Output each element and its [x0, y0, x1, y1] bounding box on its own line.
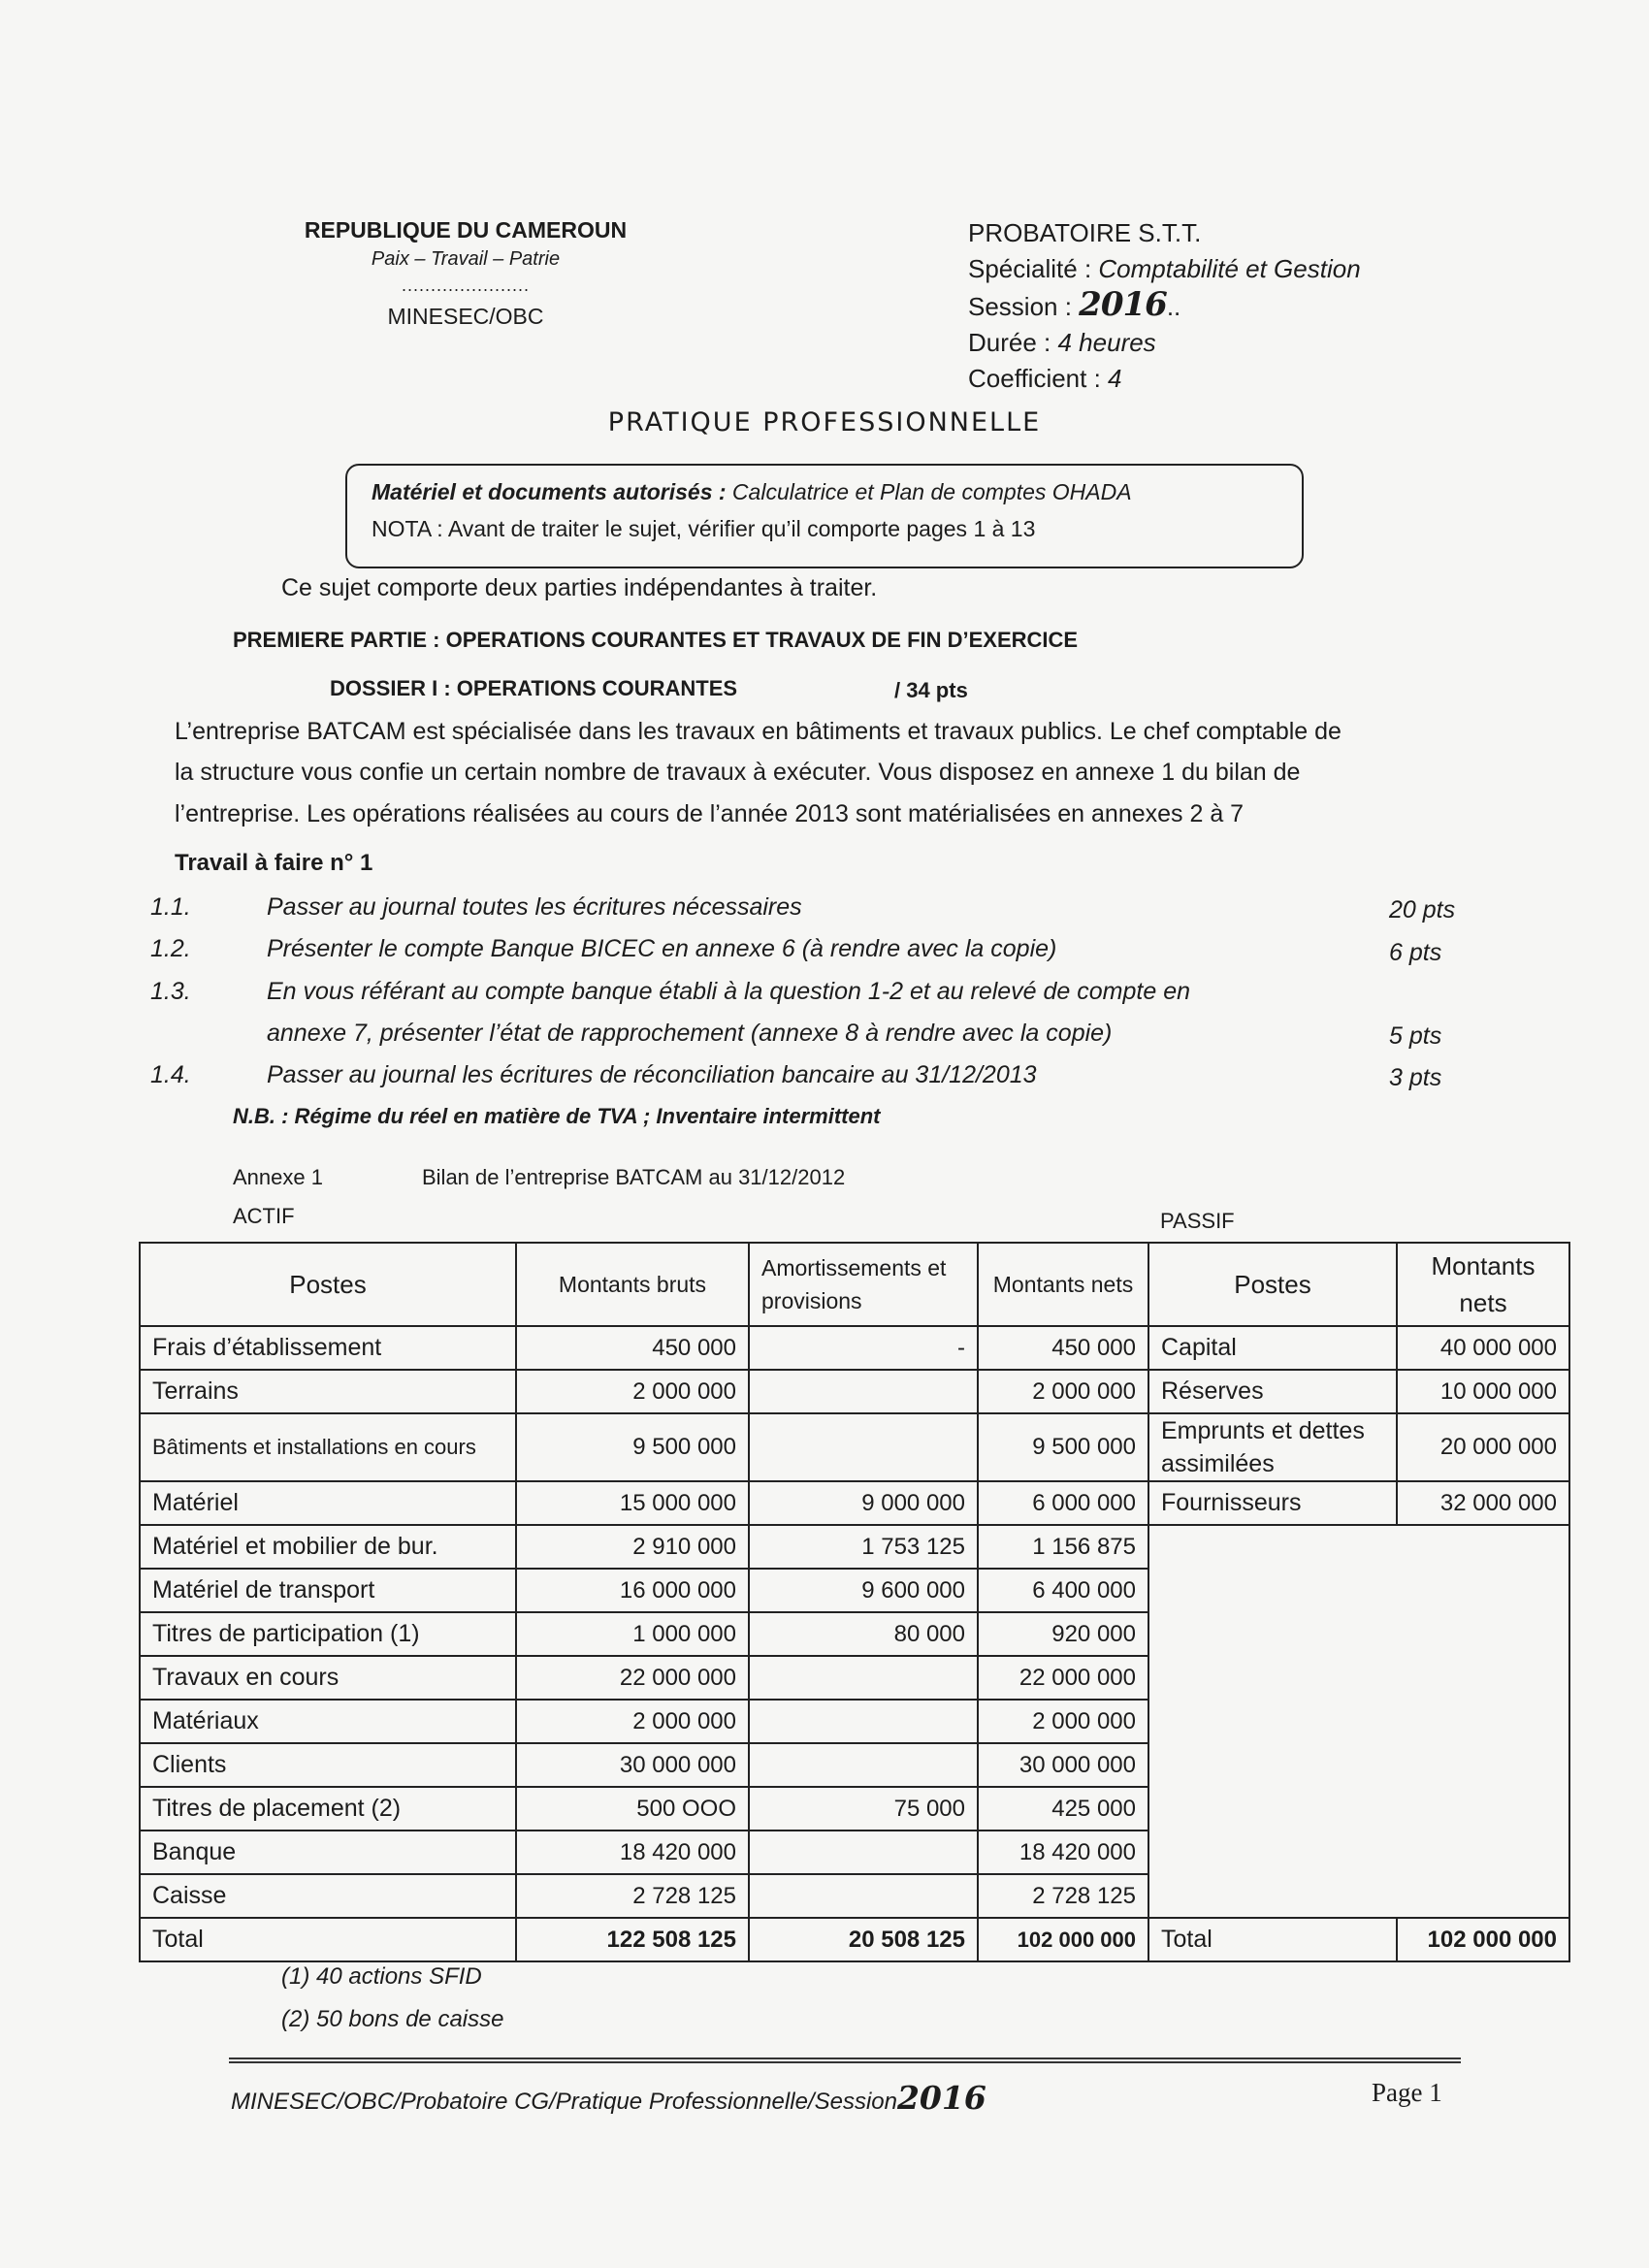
montant-brut: 15 000 000	[516, 1481, 749, 1525]
amortissement	[749, 1700, 978, 1743]
montant-brut: 1 000 000	[516, 1612, 749, 1656]
amortissement: 9 600 000	[749, 1569, 978, 1612]
authorized-materials-text: Calculatrice et Plan de comptes OHADA	[726, 479, 1132, 504]
task-text: En vous référant au compte banque établi à la question 1-2 et au relevé de compte en	[267, 978, 1191, 1005]
task-number: 1.2.	[150, 935, 191, 962]
montant-brut: 2 000 000	[516, 1370, 749, 1413]
annexe-label: Annexe 1	[233, 1165, 323, 1189]
passif-montant: 10 000 000	[1397, 1370, 1569, 1413]
notice-box	[345, 464, 1304, 568]
task-number: 1.4.	[150, 1061, 191, 1088]
header-amortissements: Amortissements et provisions	[749, 1243, 978, 1326]
montant-brut: 2 728 125	[516, 1874, 749, 1918]
country-name: REPUBLIQUE DU CAMEROUN	[304, 217, 628, 243]
passif-empty-area	[1148, 1525, 1569, 1918]
footnote-1: (1) 40 actions SFID	[281, 1963, 482, 1990]
passif-montant: 20 000 000	[1397, 1413, 1569, 1481]
task-points: 5 pts	[1389, 1022, 1442, 1050]
header-passif-postes: Postes	[1148, 1243, 1397, 1326]
amortissement: -	[749, 1326, 978, 1370]
montant-brut: 22 000 000	[516, 1656, 749, 1700]
header-montants-nets: Montants nets	[978, 1243, 1148, 1326]
montant-brut: 2 910 000	[516, 1525, 749, 1569]
amortissement: 1 753 125	[749, 1525, 978, 1569]
montant-net: 9 500 000	[978, 1413, 1148, 1481]
exam-name: PROBATOIRE S.T.T.	[968, 218, 1202, 247]
montant-brut: 30 000 000	[516, 1743, 749, 1787]
amortissement	[749, 1370, 978, 1413]
session-label: Session :	[968, 292, 1080, 321]
montant-net: 6 000 000	[978, 1481, 1148, 1525]
passif-poste: Fournisseurs	[1148, 1481, 1397, 1525]
passif-total-net: 102 000 000	[1397, 1918, 1569, 1961]
task-text: Passer au journal toutes les écritures nécessaires	[267, 893, 802, 921]
context-line-3: l’entreprise. Les opérations réalisées au cours de l’année 2013 sont matérialisées en annexes 2 à 7	[175, 800, 1245, 827]
authorized-materials-label: Matériel et documents autorisés :	[372, 479, 727, 504]
context-line-2: la structure vous confie un certain nombre de travaux à exécuter. Vous disposez en annexe 1 du bilan de	[175, 759, 1301, 786]
table-row	[140, 1481, 1569, 1525]
montant-net: 1 156 875	[978, 1525, 1148, 1569]
footer-year-handwritten: 2016	[896, 2079, 986, 2117]
header-left	[233, 215, 698, 336]
authorized-materials	[372, 479, 1132, 505]
montant-net: 2 728 125	[978, 1874, 1148, 1918]
montant-brut: 500 OOO	[516, 1787, 749, 1831]
total-amortissement: 20 508 125	[749, 1918, 978, 1961]
coefficient-value: 4	[1108, 364, 1122, 393]
duration-line	[968, 325, 1472, 361]
part1-title: PREMIERE PARTIE : OPERATIONS COURANTES ET TRAVAUX DE FIN D’EXERCICE	[233, 628, 1079, 652]
total-label: Total	[140, 1918, 516, 1961]
amortissement	[749, 1656, 978, 1700]
speciality-label: Spécialité :	[968, 254, 1099, 283]
amortissement: 9 000 000	[749, 1481, 978, 1525]
passif-montant: 40 000 000	[1397, 1326, 1569, 1370]
actif-poste: Banque	[140, 1831, 516, 1874]
header-passif-montants-nets: Montants nets	[1397, 1243, 1569, 1326]
montant-net: 22 000 000	[978, 1656, 1148, 1700]
balance-sheet-table	[139, 1242, 1570, 1962]
ministry-name: MINESEC/OBC	[387, 304, 544, 329]
dossier-points: / 34 pts	[894, 678, 968, 702]
table-row	[140, 1326, 1569, 1370]
montant-net: 920 000	[978, 1612, 1148, 1656]
actif-poste: Clients	[140, 1743, 516, 1787]
annexe-title: Bilan de l’entreprise BATCAM au 31/12/2012	[422, 1165, 846, 1189]
header-right	[968, 215, 1472, 397]
amortissement	[749, 1831, 978, 1874]
footnote-2: (2) 50 bons de caisse	[281, 2006, 504, 2032]
amortissement	[749, 1874, 978, 1918]
montant-net: 425 000	[978, 1787, 1148, 1831]
task-points: 6 pts	[1389, 939, 1442, 966]
actif-poste: Terrains	[140, 1370, 516, 1413]
actif-poste: Matériaux	[140, 1700, 516, 1743]
context-line-1: L’entreprise BATCAM est spécialisée dans les travaux en bâtiments et travaux publics. Le chef comptable de	[175, 718, 1342, 745]
passif-total-label: Total	[1148, 1918, 1397, 1961]
task-number: 1.3.	[150, 978, 191, 1005]
speciality-line	[968, 251, 1472, 287]
passif-montant: 32 000 000	[1397, 1481, 1569, 1525]
actif-poste: Matériel de transport	[140, 1569, 516, 1612]
duration-label: Durée :	[968, 328, 1058, 357]
intro-text: Ce sujet comporte deux parties indépendantes à traiter.	[281, 574, 878, 601]
task-section-title: Travail à faire n° 1	[175, 850, 373, 876]
session-line	[968, 287, 1472, 325]
duration-value: 4 heures	[1057, 328, 1156, 357]
montant-net: 2 000 000	[978, 1700, 1148, 1743]
actif-poste: Bâtiments et installations en cours	[140, 1413, 516, 1481]
header-montants-bruts: Montants bruts	[516, 1243, 749, 1326]
actif-poste: Titres de placement (2)	[140, 1787, 516, 1831]
actif-poste: Titres de participation (1)	[140, 1612, 516, 1656]
actif-poste: Matériel	[140, 1481, 516, 1525]
footer-text	[231, 2079, 986, 2117]
footer-rule	[229, 2057, 1461, 2063]
actif-poste: Frais d’établissement	[140, 1326, 516, 1370]
montant-brut: 450 000	[516, 1326, 749, 1370]
montant-net: 30 000 000	[978, 1743, 1148, 1787]
montant-net: 6 400 000	[978, 1569, 1148, 1612]
nota-text: NOTA : Avant de traiter le sujet, vérifier qu’il comporte pages 1 à 13	[372, 516, 1036, 541]
montant-brut: 18 420 000	[516, 1831, 749, 1874]
task-text: Passer au journal les écritures de réconciliation bancaire au 31/12/2013	[267, 1061, 1037, 1088]
montant-brut: 2 000 000	[516, 1700, 749, 1743]
coefficient-label: Coefficient :	[968, 364, 1109, 393]
passif-poste: Emprunts et dettes assimilées	[1148, 1413, 1397, 1481]
amortissement: 75 000	[749, 1787, 978, 1831]
actif-poste: Caisse	[140, 1874, 516, 1918]
page-number: Page 1	[1372, 2078, 1442, 2107]
dossier-title: DOSSIER I : OPERATIONS COURANTES	[330, 676, 738, 700]
actif-poste: Travaux en cours	[140, 1656, 516, 1700]
montant-net: 18 420 000	[978, 1831, 1148, 1874]
table-row	[140, 1413, 1569, 1481]
table-header-row	[140, 1243, 1569, 1326]
amortissement	[749, 1413, 978, 1481]
montant-net: 450 000	[978, 1326, 1148, 1370]
speciality-value: Comptabilité et Gestion	[1098, 254, 1361, 283]
amortissement	[749, 1743, 978, 1787]
national-motto: Paix – Travail – Patrie	[371, 248, 561, 270]
total-brut: 122 508 125	[516, 1918, 749, 1961]
total-row	[140, 1918, 1569, 1961]
passif-poste: Capital	[1148, 1326, 1397, 1370]
table-row	[140, 1525, 1569, 1569]
actif-poste: Matériel et mobilier de bur.	[140, 1525, 516, 1569]
task-points: 20 pts	[1389, 896, 1456, 923]
task-number: 1.1.	[150, 893, 191, 921]
footer-reference: MINESEC/OBC/Probatoire CG/Pratique Professionnelle/Session	[231, 2089, 897, 2115]
total-net: 102 000 000	[978, 1918, 1148, 1961]
dotted-separator: ......................	[401, 275, 531, 295]
passif-poste: Réserves	[1148, 1370, 1397, 1413]
passif-label: PASSIF	[1160, 1209, 1235, 1233]
task-points: 3 pts	[1389, 1064, 1442, 1091]
document-title: PRATIQUE PROFESSIONNELLE	[607, 407, 1042, 437]
nb-note: N.B. : Régime du réel en matière de TVA ; Inventaire intermittent	[233, 1104, 881, 1128]
task-text-continued: annexe 7, présenter l’état de rapprochement (annexe 8 à rendre avec la copie)	[267, 1020, 1113, 1047]
coefficient-line	[968, 361, 1472, 397]
header-postes: Postes	[140, 1243, 516, 1326]
montant-net: 2 000 000	[978, 1370, 1148, 1413]
session-dots: ..	[1166, 292, 1181, 321]
montant-brut: 9 500 000	[516, 1413, 749, 1481]
session-year-handwritten: 2016	[1079, 285, 1167, 324]
table-row	[140, 1370, 1569, 1413]
task-text: Présenter le compte Banque BICEC en annexe 6 (à rendre avec la copie)	[267, 935, 1057, 962]
amortissement: 80 000	[749, 1612, 978, 1656]
actif-label: ACTIF	[233, 1204, 295, 1228]
montant-brut: 16 000 000	[516, 1569, 749, 1612]
